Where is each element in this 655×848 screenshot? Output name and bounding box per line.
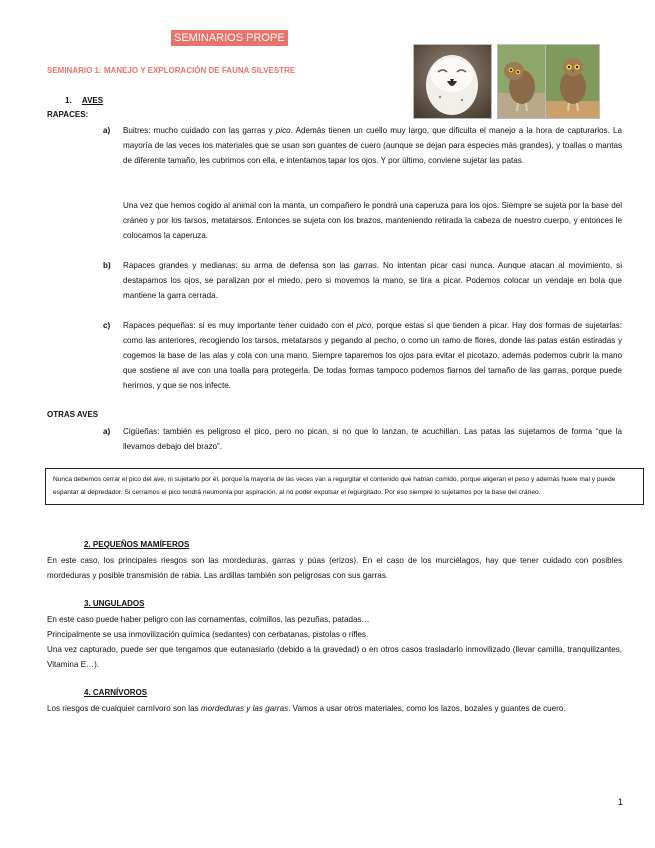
item-a-emphasis: pico <box>275 126 291 135</box>
item-b-marker: b) <box>103 261 111 270</box>
item-a-marker: a) <box>103 126 111 135</box>
item-c-text-end: , porque estas sí que tienden a picar. Hay dos formas de sujetarlas: como las anteriores, recogiendo los tarsos, metatarsos y pegando al pecho, o como un ramo de flores, donde las patas están estiradas y cogemos la base de las alas y cola con una mano. Siempre taparemos los ojos para evitar el picotazo, además podemos cubrir la mano que sostiene al ave con una toalla para protegerla. De todas formas tampoco podemos fiarnos del tamaño de las garras, porque puede herirnos, y que se nos infecte. <box>123 321 622 390</box>
section-mamiferos-text: En este caso, los principales riesgos son las mordeduras, garras y púas (erizos). En el caso de los murciélagos, hay que tener cuidado con posibles mordeduras y posible transmisión de rabia. Las ardillas también son peligrosas con sus garras. <box>47 556 622 580</box>
item-a-text-start: Buitres: mucho cuidado con las garras y <box>123 126 276 135</box>
item-c-marker: c) <box>103 321 111 330</box>
item-b-text-end: . No intentan picar casi nunca. Aunque atacan al movimiento, si destapamos los ojos, se paralizan por el miedo, pero si movemos la mano, se tira a picar. Podemos colocar un vendaje en bola que mantiene la garra cerrada. <box>123 261 622 300</box>
otras-item-a-paragraph: Cigüeñas: también es peligroso el pico, pero no pican, si no que lo lanzan, te acuchillan. Las patas las sujetamos de forma “que la llevamos debajo del brazo”. <box>123 427 622 451</box>
item-a-paragraph-1 <box>123 123 622 168</box>
carnivoros-text-start: Los riesgos de cualquier carnívoro son las <box>47 704 201 713</box>
otras-item-a-marker: a) <box>103 427 111 436</box>
rapaces-label: RAPACES: <box>47 110 89 119</box>
section-aves-title: AVES <box>81 96 104 105</box>
section-mamiferos-title: 2. PEQUEÑOS MAMÍFEROS <box>84 540 190 549</box>
page-number: 1 <box>617 797 623 807</box>
section-ungulados-title: 3. UNGULADOS <box>84 599 145 608</box>
burrowing-owl-photo <box>545 44 600 119</box>
regurgitation-note-box: Nunca debemos cerrar el pico del ave, ni sujetarlo por él, porque la mayoría de las veces van a regurgitar el contenido que habían comido, porque aligeran el peso y además huele mal y puede espantar al depredador. Si cerramos el pico tendrá neumonía por aspiración, al no poder expulsar el regurgitado. Por eso siempre lo sujetamos por la base del cráneo. <box>45 468 644 505</box>
carnivoros-emphasis: mordeduras y las garras <box>200 704 289 713</box>
item-b-paragraph <box>123 258 622 303</box>
snowy-owl-photo <box>413 44 492 119</box>
item-c-emphasis: pico <box>356 321 372 330</box>
item-c-text-start: Rapaces pequeñas: si es muy importante tener cuidado con el <box>123 321 357 330</box>
section-ungulados-line-2: Principalmente se usa inmovilización química (sedantes) con cerbatanas, pistolas o rifles. <box>47 630 369 639</box>
otras-aves-label: OTRAS AVES <box>47 410 99 419</box>
section-aves-heading <box>65 96 103 105</box>
document-banner: SEMINARIOS PROPE <box>171 30 288 46</box>
seminar-title: SEMINARIO 1: MANEJO Y EXPLORACIÓN DE FAUNA SILVESTRE <box>47 66 296 75</box>
section-carnivoros-title: 4. CARNÍVOROS <box>84 688 148 697</box>
item-a-text-end: . Además tienen un cuello muy largo, que dificulta el manejo a la hora de capturarlos. La mayoría de las veces los materiales que se usan son guantes de cuero (aunque se dejan para especies más grandes), y toallas o mantas de diferente tamaño, les cubrimos con ella, e intentamos tapar los ojos. Y por último, conviene sujetar las patas. <box>123 126 622 165</box>
item-b-text-start: Rapaces grandes y medianas: su arma de defensa son las <box>123 261 354 270</box>
section-ungulados-line-3: Una vez capturado, puede ser que tengamos que eutanasiarlo (debido a la gravedad) o en otros casos trasladarlo inmovilizado (llevar camilla, tranquilizantes, Vitamina E…). <box>47 645 622 669</box>
item-c-paragraph <box>123 318 622 393</box>
owl-bowing-photo <box>497 44 546 119</box>
section-carnivoros-text <box>47 701 622 716</box>
carnivoros-text-end: . Vamos a usar otros materiales, como los lazos, bozales y guantes de cuero. <box>288 704 566 713</box>
section-aves-number: 1. <box>65 96 72 105</box>
item-a-paragraph-2: Una vez que hemos cogido al animal con la manta, un compañero le pondrá una caperuza para los ojos. Siempre se sujeta por la base del cráneo y por los tarsos, metatarsos. Entonces se sujeta con los brazos, manteniendo retirada la cabeza de nuestro cuerpo, y entonces le colocamos la caperuza. <box>123 201 622 240</box>
item-b-emphasis: garras <box>353 261 377 270</box>
section-ungulados-line-1: En este caso puede haber peligro con las cornamentas, colmillos, las pezuñas, patadas… <box>47 615 370 624</box>
